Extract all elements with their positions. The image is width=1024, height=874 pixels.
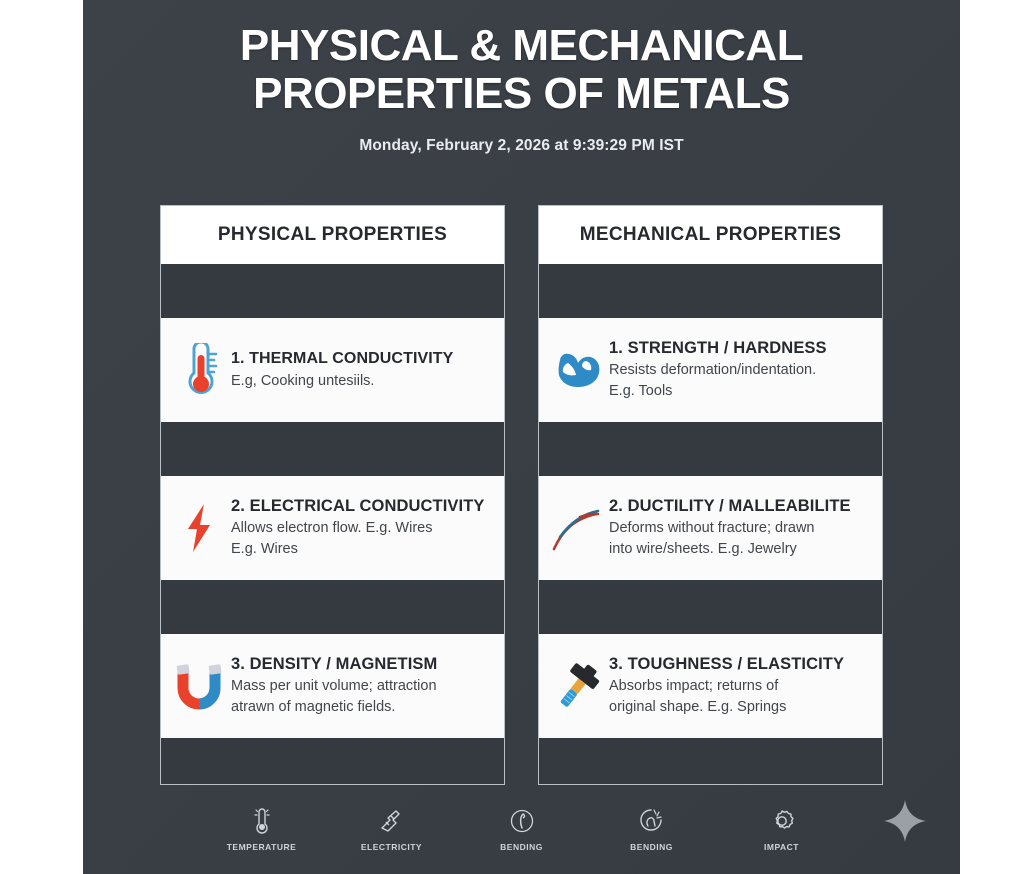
card-title: 3. DENSITY / MAGNETISM bbox=[231, 655, 438, 674]
page-title: PHYSICAL & MECHANICAL PROPERTIES OF METALS bbox=[239, 21, 804, 118]
stress-strain-curve-icon bbox=[549, 498, 605, 558]
poster-canvas bbox=[83, 0, 960, 874]
bending-circle-icon bbox=[476, 804, 568, 838]
card-desc-line2: into wire/sheets. E.g. Jewelry bbox=[609, 541, 797, 558]
strip-label: BENDING bbox=[630, 842, 673, 852]
card-desc-line2: E.g. Wires bbox=[231, 541, 298, 558]
card-strength-hardness[interactable] bbox=[539, 318, 882, 422]
timestamp-subtitle: Monday, February 2, 2026 at 9:39:29 PM IST bbox=[359, 137, 684, 155]
panel-spacer bbox=[539, 580, 882, 634]
card-desc-line1: Deforms without fracture; drawn bbox=[609, 520, 815, 537]
impact-hand-icon bbox=[606, 804, 698, 838]
bottom-icon-strip bbox=[83, 804, 960, 852]
card-desc-line2: atrawn of magnetic fields. bbox=[231, 699, 396, 716]
card-title: 1. STRENGTH / HARDNESS bbox=[609, 339, 827, 358]
strip-item-bending-2[interactable] bbox=[606, 804, 698, 852]
strip-item-electricity[interactable] bbox=[346, 804, 438, 852]
gear-outline-icon bbox=[736, 804, 828, 838]
strip-item-bending[interactable] bbox=[476, 804, 568, 852]
hammer-icon bbox=[549, 656, 605, 716]
panel-physical-properties bbox=[160, 205, 505, 785]
card-body bbox=[609, 339, 868, 400]
sparkle-icon bbox=[882, 798, 928, 844]
card-thermal-conductivity[interactable] bbox=[161, 318, 504, 422]
panel-mechanical-properties bbox=[538, 205, 883, 785]
panel-spacer bbox=[161, 264, 504, 318]
card-desc-line1: E.g, Cooking untesiils. bbox=[231, 372, 375, 389]
card-body bbox=[609, 497, 868, 558]
panel-header-physical bbox=[161, 206, 504, 264]
thermometer-icon bbox=[171, 340, 227, 400]
card-desc-line1: Allows electron flow. E.g. Wires bbox=[231, 520, 433, 537]
panel-header-mechanical bbox=[539, 206, 882, 264]
panel-spacer bbox=[539, 264, 882, 318]
card-body bbox=[609, 655, 868, 716]
card-body bbox=[231, 350, 490, 390]
strip-label: IMPACT bbox=[764, 842, 799, 852]
strip-label: ELECTRICITY bbox=[360, 842, 423, 852]
poster-header bbox=[83, 0, 960, 155]
card-toughness-elasticity[interactable] bbox=[539, 634, 882, 738]
panel-title-mechanical: MECHANICAL PROPERTIES bbox=[579, 224, 842, 245]
card-body bbox=[231, 655, 490, 716]
properties-columns bbox=[160, 205, 883, 785]
card-density-magnetism[interactable] bbox=[161, 634, 504, 738]
flexed-biceps-icon bbox=[549, 340, 605, 400]
card-title: 1. THERMAL CONDUCTIVITY bbox=[231, 350, 454, 368]
card-desc-line2: original shape. E.g. Springs bbox=[609, 699, 787, 716]
panel-spacer bbox=[539, 422, 882, 476]
panel-title-physical: PHYSICAL PROPERTIES bbox=[217, 224, 448, 245]
card-ductility-malleability[interactable] bbox=[539, 476, 882, 580]
strip-item-impact[interactable] bbox=[736, 804, 828, 852]
panel-spacer-bottom bbox=[539, 738, 882, 784]
strip-item-temperature[interactable] bbox=[216, 804, 308, 852]
card-title: 3. TOUGHNESS / ELASTICITY bbox=[609, 655, 845, 674]
card-title: 2. ELECTRICAL CONDUCTIVITY bbox=[231, 497, 485, 516]
panel-spacer bbox=[161, 580, 504, 634]
card-desc-line1: Resists deformation/indentation. bbox=[609, 362, 817, 379]
panel-spacer bbox=[161, 422, 504, 476]
horseshoe-magnet-icon bbox=[171, 656, 227, 716]
card-body bbox=[231, 497, 490, 558]
lightning-bolt-icon bbox=[171, 498, 227, 558]
card-desc-line1: Mass per unit volume; attraction bbox=[231, 678, 437, 695]
strip-label: TEMPERATURE bbox=[226, 842, 297, 852]
panel-spacer-bottom bbox=[161, 738, 504, 784]
card-desc-line1: Absorbs impact; returns of bbox=[609, 678, 779, 695]
card-electrical-conductivity[interactable] bbox=[161, 476, 504, 580]
card-title: 2. DUCTILITY / MALLEABILITE bbox=[609, 497, 851, 516]
strip-label: BENDING bbox=[500, 842, 543, 852]
card-desc-line2: E.g. Tools bbox=[609, 383, 673, 400]
thermometer-outline-icon bbox=[216, 804, 308, 838]
electricity-outline-icon bbox=[346, 804, 438, 838]
